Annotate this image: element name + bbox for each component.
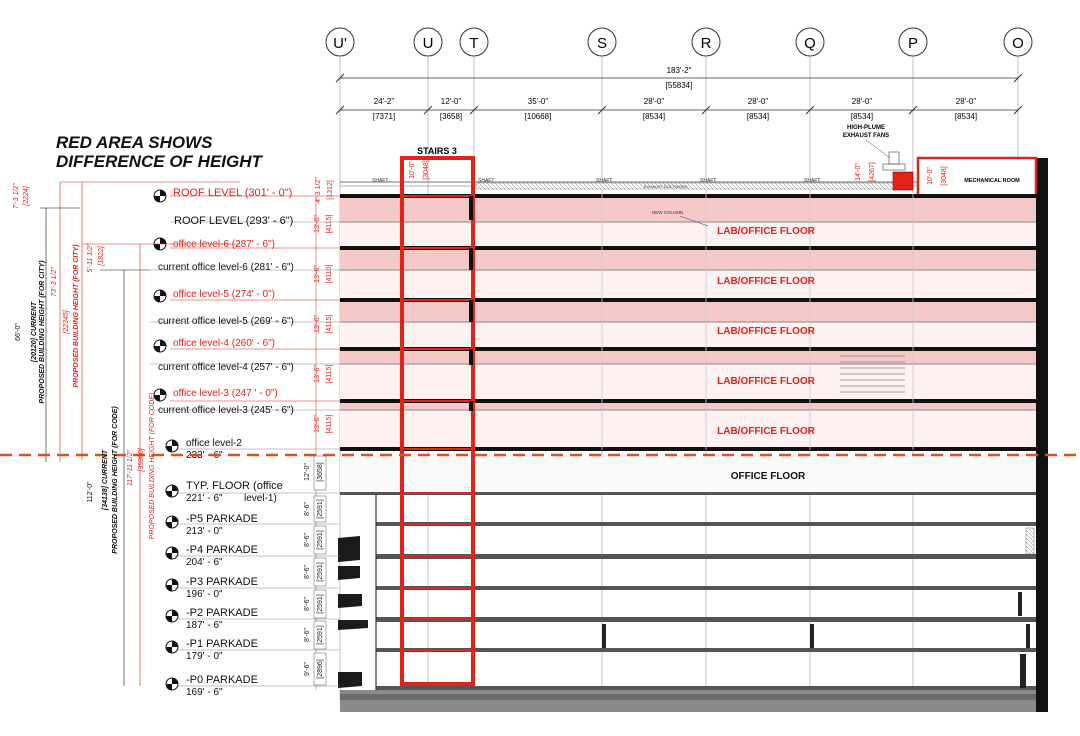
grid-label: P: [907, 35, 919, 52]
level-label-office4-proposed: office level-4 (260' - 6"): [173, 338, 275, 349]
grid-label: U': [333, 35, 347, 52]
level-label-office2: office level-2: [186, 438, 242, 449]
floor-dim-imperial: 8'-6": [304, 533, 311, 547]
floor-dim-metric: [2591]: [317, 625, 324, 645]
floor-dim-imperial: 13'-6": [314, 265, 321, 283]
floor-dim-metric: [2591]: [317, 530, 324, 550]
proposed-city-height-ft: 73'-3 1/2": [51, 267, 58, 297]
grid-label: R: [700, 35, 712, 52]
lab-office-floor-label: LAB/OFFICE FLOOR: [717, 426, 815, 437]
parkade-ramps: [338, 536, 368, 688]
dim-imperial: 10'-0": [409, 161, 416, 179]
level-label-office3-proposed: office level-3 (247 ' - 0"): [173, 388, 278, 399]
level-label-p1: -P1 PARKADE: [186, 638, 258, 650]
proposed-city-height-title: PROPOSED BUILDING HEIGHT (FOR CITY): [73, 244, 80, 388]
grid-bubble-o: [1004, 28, 1032, 56]
level-label-typ-floor-elev: 221' - 6": [186, 493, 223, 504]
floor-dim-imperial: 13'-6": [314, 215, 321, 233]
level-label-roof-current: ROOF LEVEL (293' - 6"): [174, 215, 294, 227]
overall-dimension: [336, 66, 1022, 90]
bay-dim-imperial: 28'-0": [851, 97, 873, 106]
diff-city-metric: [2224]: [23, 186, 30, 206]
dim-imperial: 10'-0": [927, 167, 934, 185]
current-code-height-mm: [34138] CURRENT: [102, 449, 109, 511]
high-plume-label: HIGH-PLUME: [847, 125, 885, 131]
floor-dim-imperial: 12'-0": [304, 463, 311, 481]
level-label-roof-proposed: ROOF LEVEL (301' - 0"): [173, 187, 293, 199]
shaft-label: SHAFT: [372, 178, 389, 184]
floor-dim-metric: [4115]: [326, 314, 333, 334]
stairs-label: STAIRS 3: [417, 146, 457, 156]
level-markers: [154, 187, 294, 698]
dim-imperial: 4'-3 1/2": [315, 177, 322, 203]
level-label-office3-current: current office level-3 (245' - 6"): [158, 405, 294, 416]
exhaust-fans-label: EXHAUST FANS: [842, 133, 890, 139]
office-floor-label: OFFICE FLOOR: [730, 471, 806, 482]
bay-dim-metric: [8534]: [850, 112, 874, 121]
current-city-height-mm: [20120] CURRENT: [31, 301, 38, 363]
floor-dim-metric: [4115]: [326, 214, 333, 234]
current-city-height-ft: 66'-0": [15, 323, 22, 341]
floor-dim-imperial: 13'-6": [314, 315, 321, 333]
floor-dim-imperial: 9'-6": [304, 662, 311, 676]
grid-bubble-p: [899, 28, 927, 56]
floor-dim-metric: [2591]: [317, 594, 324, 614]
overall-dim-imperial: 183'-2": [666, 66, 692, 75]
level-label-office4-current: current office level-4 (257' - 6"): [158, 362, 294, 373]
level-marker-icon: [166, 579, 178, 591]
floor-dim-imperial: 13'-6": [314, 365, 321, 383]
floor-dim-metric: [2591]: [317, 499, 324, 519]
bay-dim-imperial: 28'-0": [955, 97, 977, 106]
floor-dim-metric: [3658]: [317, 462, 324, 482]
grid-bubble-r: [692, 28, 720, 56]
lab-office-floor-label: LAB/OFFICE FLOOR: [717, 276, 815, 287]
bay-dimensions: [336, 97, 1022, 121]
floor-dim-metric: [2591]: [317, 562, 324, 582]
diff-code-imperial: 5'-11 1/2": [87, 243, 94, 273]
bay-dim-metric: [8534]: [746, 112, 770, 121]
level-label-p0: -P0 PARKADE: [186, 674, 258, 686]
grid-bubbles: [326, 28, 1032, 56]
bay-dim-metric: [7371]: [372, 112, 396, 121]
bay-dim-imperial: 24'-2": [373, 97, 395, 106]
level-label-p4-elev: 204' - 6": [186, 557, 223, 568]
grid-bubble-s: [588, 28, 616, 56]
grid-bubble-u-prime: [326, 28, 354, 56]
level-label-p3: -P3 PARKADE: [186, 576, 258, 588]
grid-bubble-q: [796, 28, 824, 56]
level-label-p0-elev: 169' - 6": [186, 687, 223, 698]
lab-office-floor-label: LAB/OFFICE FLOOR: [717, 226, 815, 237]
heading: [56, 133, 264, 171]
shaft-label: SHAFT: [804, 178, 821, 184]
proposed-city-height-mm: [22345]: [63, 310, 70, 334]
level-marker-icon: [166, 678, 178, 690]
grid-label: Q: [804, 35, 816, 52]
exhaust-fans: [843, 125, 913, 190]
grid-bubble-u: [414, 28, 442, 56]
level-label-office6-proposed: office level-6 (287' - 6"): [173, 239, 275, 250]
bay-dim-imperial: 28'-0": [747, 97, 769, 106]
floor-dim-imperial: 8'-6": [304, 565, 311, 579]
level-marker-icon: [154, 190, 166, 202]
dim-metric: [3048]: [423, 160, 430, 180]
level-marker-icon: [166, 516, 178, 528]
dim-imperial: 14'-0": [855, 163, 862, 181]
bay-dim-imperial: 35'-0": [527, 97, 549, 106]
level-marker-icon: [166, 485, 178, 497]
level-label-typ-floor: TYP. FLOOR (office: [186, 480, 283, 492]
level-marker-icon: [166, 440, 178, 452]
level-label-p1-elev: 179' - 0": [186, 651, 223, 662]
grid-bubble-t: [460, 28, 488, 56]
building-section: [315, 125, 1048, 712]
level-label-p5-elev: 213' - 0": [186, 526, 223, 537]
level-marker-icon: [166, 547, 178, 559]
grid-label: T: [469, 35, 479, 52]
bay-dim-metric: [8534]: [642, 112, 666, 121]
floor-dim-metric: [4110]: [326, 264, 333, 284]
mechanical-room: [918, 158, 1036, 194]
level-marker-icon: [166, 610, 178, 622]
shaft-label: SHAFT: [596, 178, 613, 184]
floor-dim-metric: [4115]: [326, 364, 333, 384]
shaft-label: SHAFT: [478, 178, 495, 184]
floor-dim-imperial: 8'-6": [304, 597, 311, 611]
current-city-height-title: PROPOSED BUILDING HEIGHT (FOR CITY): [39, 260, 46, 404]
current-code-height-ft: 112'-0": [87, 481, 94, 503]
level-label-office2-elev: 233' - 6": [186, 450, 223, 461]
level-label-p2-elev: 187' - 6": [186, 620, 223, 631]
parkade-slabs: [340, 492, 1036, 690]
proposed-code-height-mm: [35960]: [138, 448, 145, 472]
floor-dim-metric: [4115]: [326, 414, 333, 434]
new-column-label: NEW COLUMN: [652, 210, 684, 215]
diff-city-imperial: 7'-3 1/2": [13, 183, 20, 209]
level-marker-icon: [154, 290, 166, 302]
exhaust-ductwork-label: EXHAUST DUCTWORK: [644, 184, 688, 189]
shaft-label: SHAFT: [700, 178, 717, 184]
dim-metric: [4267]: [869, 162, 876, 182]
floor-dim-imperial: 8'-6": [304, 502, 311, 516]
proposed-code-height-ft: 117'-11 1/2": [127, 449, 134, 487]
grid-label: U: [422, 35, 434, 52]
level-label-typ-floor-note: level-1): [244, 493, 277, 504]
level-label-p3-elev: 196' - 0": [186, 589, 223, 600]
floor-dim-metric: [2896]: [317, 659, 324, 679]
level-label-p2: -P2 PARKADE: [186, 607, 258, 619]
bay-dim-imperial: 12'-0": [440, 97, 462, 106]
mechanical-room-label: MECHANICAL ROOM: [964, 178, 1020, 184]
level-label-office5-proposed: office level-5 (274' - 0"): [173, 289, 275, 300]
bay-dim-imperial: 28'-0": [643, 97, 665, 106]
level-label-p4: -P4 PARKADE: [186, 544, 258, 556]
level-label-office6-current: current office level-6 (281' - 6"): [158, 262, 294, 273]
heading-line-2: DIFFERENCE OF HEIGHT: [56, 152, 262, 171]
bay-dim-metric: [3658]: [439, 112, 463, 121]
level-marker-icon: [154, 340, 166, 352]
current-code-height-title: PROPOSED BUILDING HEIGHT (FOR CODE): [112, 406, 119, 554]
overall-dim-metric: [55834]: [665, 81, 693, 90]
proposed-code-height-title: PROPOSED BUILDING HEIGHT (FOR CODE): [149, 392, 156, 540]
level-marker-icon: [166, 641, 178, 653]
level-label-p5: -P5 PARKADE: [186, 513, 258, 525]
lab-office-floor-label: LAB/OFFICE FLOOR: [717, 326, 815, 337]
grid-label: S: [596, 35, 608, 52]
diff-code-metric: [1822]: [98, 246, 105, 266]
heading-line-1: RED AREA SHOWS: [56, 133, 213, 152]
lab-office-floor-label: LAB/OFFICE FLOOR: [717, 376, 815, 387]
bay-dim-metric: [10668]: [524, 112, 552, 121]
bay-dim-metric: [8534]: [954, 112, 978, 121]
grid-label: O: [1012, 35, 1024, 52]
level-label-office5-current: current office level-5 (269' - 6"): [158, 316, 294, 327]
floor-dim-imperial: 8'-6": [304, 628, 311, 642]
dim-metric: [3048]: [941, 166, 948, 186]
dim-metric: [1312]: [327, 180, 334, 200]
floor-dim-imperial: 13'-6": [314, 415, 321, 433]
